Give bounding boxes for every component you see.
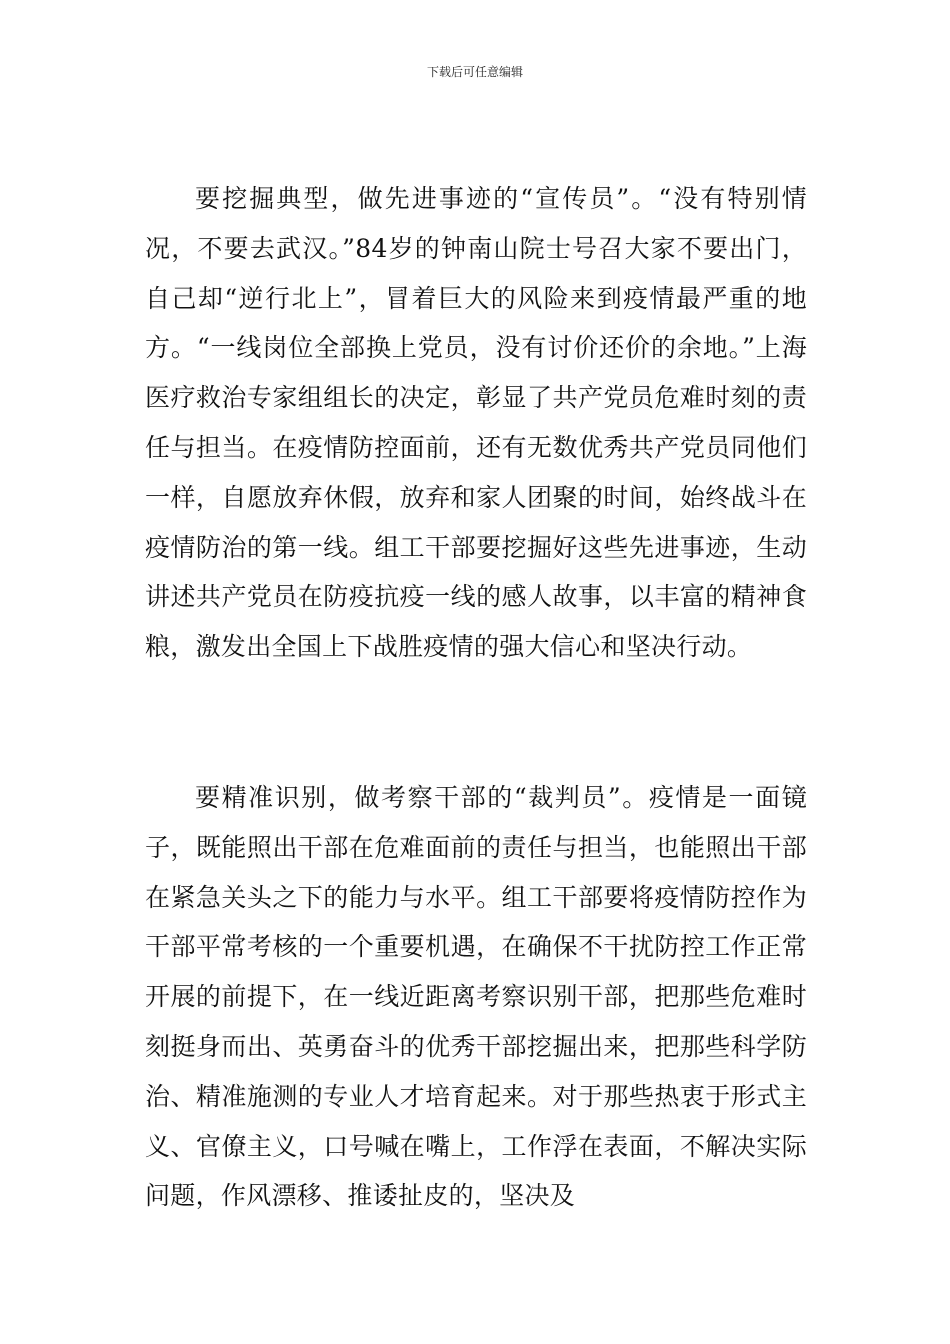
page-header-note: 下载后可任意编辑 [426, 65, 523, 79]
paragraph-evaluation: 要精准识别，做考察干部的“裁判员”。疫情是一面镜子，既能照出干部在危难面前的责任与担当，也能照出干部在紧急关头之下的能力与水平。组工干部要将疫情防控作为干部平常考核的一个重要机遇，在确保不干扰防控工作正常开展的前提下，在一线近距离考察识别干部，把那些危难时刻挺身而出、英勇奋斗的优秀干部挖掘出来，把那些科学防治、精准施测的专业人才培育起来。对于那些热衷于形式主义、官僚主义，口号喊在嘴上，工作浮在表面，不解决实际问题，作风漂移、推诿扯皮的，坚决及 [145, 783, 807, 1211]
paragraph-publicity: 要挖掘典型，做先进事迹的“宣传员”。“没有特别情况，不要去武汉。”84岁的钟南山院士号召大家不要出门，自己却“逆行北上”，冒着巨大的风险来到疫情最严重的地方。“一线岗位全部换上党员，没有讨价还价的余地。”上海医疗救治专家组组长的决定，彰显了共产党员危难时刻的责任与担当。在疫情防控面前，还有无数优秀共产党员同他们一样，自愿放弃休假，放弃和家人团聚的时间，始终战斗在疫情防治的第一线。组工干部要挖掘好这些先进事迹，生动讲述共产党员在防疫抗疫一线的感人故事，以丰富的精神食粮，激发出全国上下战胜疫情的强大信心和坚决行动。 [145, 184, 807, 662]
